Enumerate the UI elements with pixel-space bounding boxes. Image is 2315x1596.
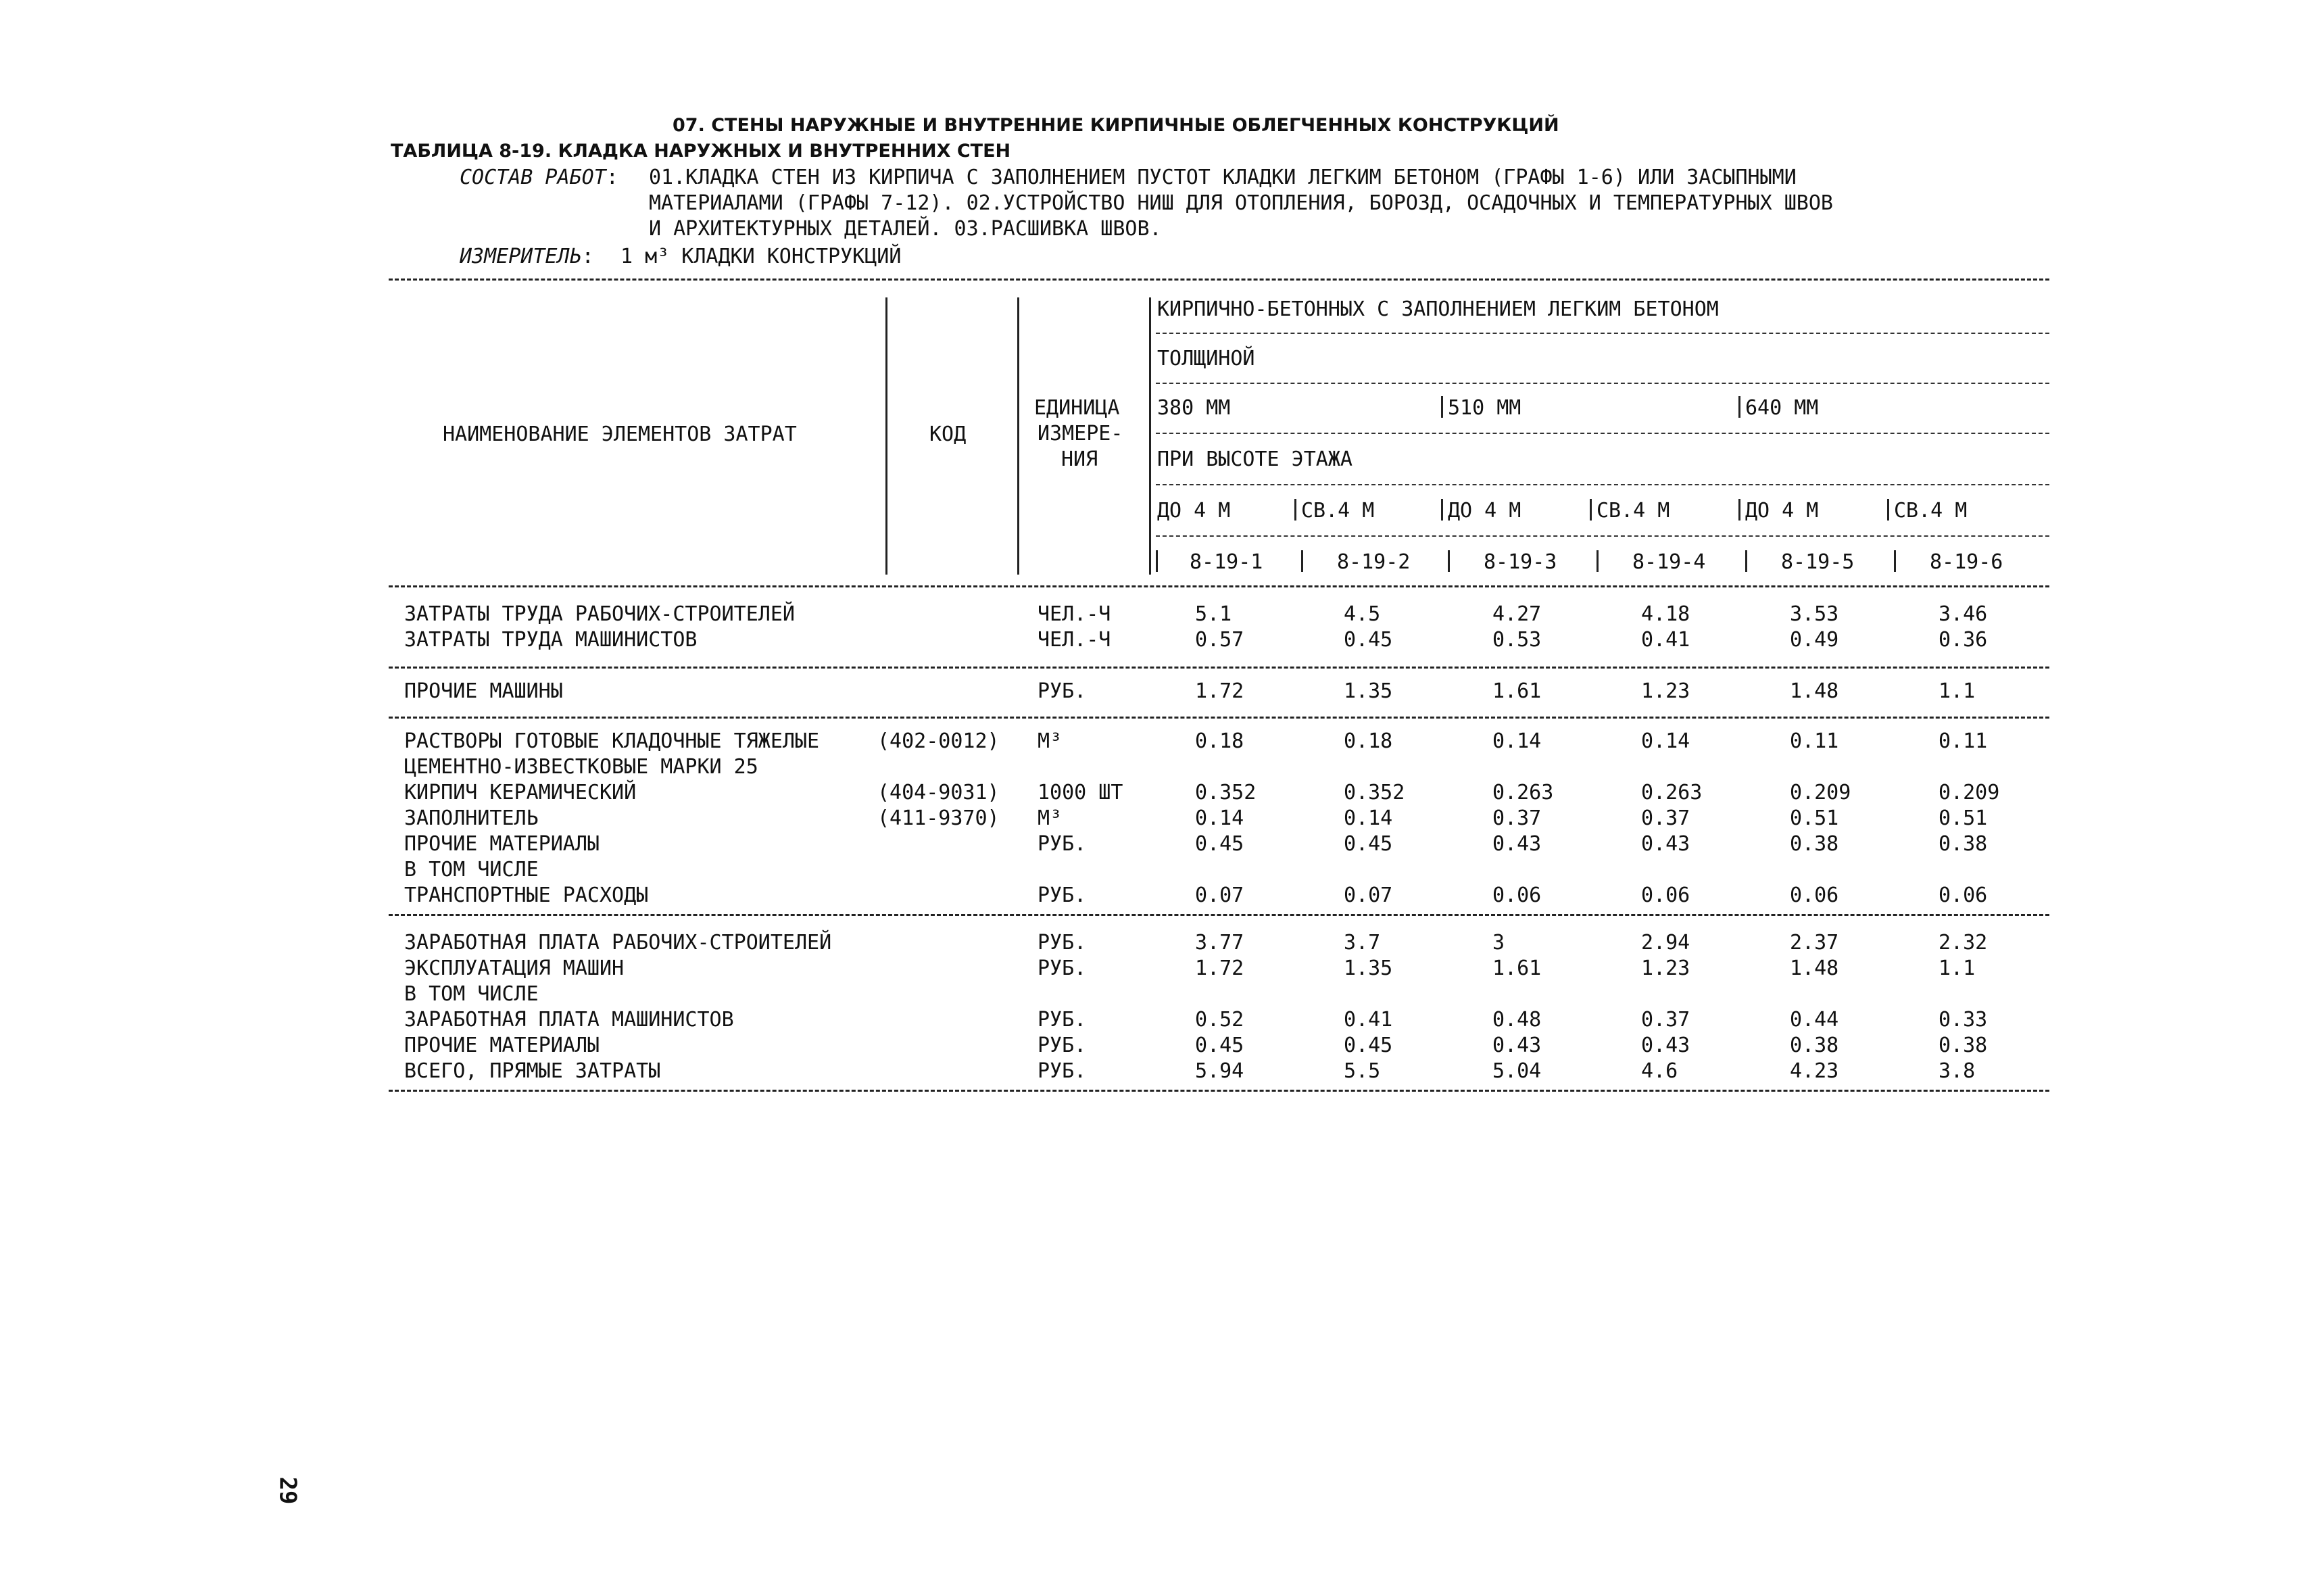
measure-label-wrap — [460, 245, 594, 268]
row-value-col-3: 0.06 — [1492, 884, 1542, 907]
row-value-col-2: 0.14 — [1344, 806, 1393, 830]
code-divider-0 — [1156, 550, 1158, 572]
row-value-col-4: 0.37 — [1641, 1008, 1690, 1032]
row-value-col-4: 0.263 — [1641, 781, 1703, 804]
table-row — [0, 602, 2315, 628]
code-divider-3 — [1597, 550, 1599, 572]
column-code-3: 8-19-3 — [1484, 550, 1557, 574]
table-row — [0, 806, 2315, 832]
table-row — [0, 1059, 2315, 1085]
row-unit: ЧЕЛ.-Ч — [1038, 602, 1111, 626]
row-value-col-6: 1.1 — [1939, 957, 1976, 980]
table-row — [0, 982, 2315, 1008]
row-value-col-5: 2.37 — [1790, 931, 1839, 954]
row-value-col-1: 0.45 — [1195, 832, 1244, 856]
row-value-col-2: 0.18 — [1344, 729, 1393, 753]
row-value-col-4: 4.18 — [1641, 602, 1690, 626]
row-unit: РУБ. — [1038, 1059, 1087, 1083]
composition-line-2: МАТЕРИАЛАМИ (ГРАФЫ 7-12). 02.УСТРОЙСТВО НИШ ДЛЯ ОТОПЛЕНИЯ, БОРОЗД, ОСАДОЧНЫХ И ТЕМПЕРАТУРНЫХ ШВОВ — [649, 191, 1833, 215]
code-divider-1 — [1301, 550, 1303, 572]
name-col-header: НАИМЕНОВАНИЕ ЭЛЕМЕНТОВ ЗАТРАТ — [443, 422, 797, 446]
table-title: ТАБЛИЦА 8-19. КЛАДКА НАРУЖНЫХ И ВНУТРЕННИХ СТЕН — [391, 141, 1011, 162]
row-value-col-6: 0.06 — [1939, 884, 1988, 907]
row-name: ПРОЧИЕ МАШИНЫ — [404, 679, 563, 703]
code-divider-4 — [1745, 550, 1747, 572]
column-code-2: 8-19-2 — [1337, 550, 1411, 574]
row-value-col-1: 0.45 — [1195, 1034, 1244, 1057]
table-row — [0, 1034, 2315, 1059]
thickness-divider-1 — [1441, 396, 1443, 418]
row-value-col-2: 1.35 — [1344, 679, 1393, 703]
row-name: РАСТВОРЫ ГОТОВЫЕ КЛАДОЧНЫЕ ТЯЖЕЛЫЕ — [404, 729, 820, 753]
row-unit: 1000 ШТ — [1038, 781, 1123, 804]
row-value-col-4: 0.43 — [1641, 1034, 1690, 1057]
heights-rule — [1156, 535, 2049, 537]
column-code-4: 8-19-4 — [1632, 550, 1706, 574]
height-3: ДО 4 М — [1448, 499, 1521, 523]
unit-col-header-2: ИЗМЕРЕ- — [1038, 422, 1123, 445]
row-value-col-5: 4.23 — [1790, 1059, 1839, 1083]
row-value-col-4: 1.23 — [1641, 957, 1690, 980]
row-value-col-6: 0.38 — [1939, 832, 1988, 856]
row-name: ЗАТРАТЫ ТРУДА РАБОЧИХ-СТРОИТЕЛЕЙ — [404, 602, 795, 626]
table-row — [0, 679, 2315, 705]
row-code: (402-0012) — [877, 729, 1000, 753]
row-name: ТРАНСПОРТНЫЕ РАСХОДЫ — [404, 884, 649, 907]
row-value-col-6: 1.1 — [1939, 679, 1976, 703]
height-label: ПРИ ВЫСОТЕ ЭТАЖА — [1157, 448, 1353, 471]
row-value-col-5: 0.38 — [1790, 1034, 1839, 1057]
row-value-col-5: 3.53 — [1790, 602, 1839, 626]
row-name: В ТОМ ЧИСЛЕ — [404, 858, 539, 881]
row-value-col-3: 5.04 — [1492, 1059, 1542, 1083]
row-value-col-5: 0.44 — [1790, 1008, 1839, 1032]
row-value-col-2: 4.5 — [1344, 602, 1381, 626]
code-divider-5 — [1894, 550, 1896, 572]
row-value-col-4: 1.23 — [1641, 679, 1690, 703]
row-unit: РУБ. — [1038, 832, 1087, 856]
row-unit: РУБ. — [1038, 884, 1087, 907]
table-row — [0, 957, 2315, 982]
height-divider-5 — [1887, 499, 1889, 521]
row-value-col-3: 1.61 — [1492, 957, 1542, 980]
row-value-col-5: 0.06 — [1790, 884, 1839, 907]
table-row — [0, 1008, 2315, 1034]
row-value-col-1: 0.52 — [1195, 1008, 1244, 1032]
group-rule-2 — [389, 717, 2049, 719]
column-code-1: 8-19-1 — [1190, 550, 1263, 574]
row-value-col-6: 2.32 — [1939, 931, 1988, 954]
measure-value: 1 м³ КЛАДКИ КОНСТРУКЦИЙ — [620, 245, 902, 268]
row-unit: ЧЕЛ.-Ч — [1038, 628, 1111, 652]
composition-line-3: И АРХИТЕКТУРНЫХ ДЕТАЛЕЙ. 03.РАСШИВКА ШВОВ. — [649, 217, 1162, 241]
unit-col-header-3: НИЯ — [1061, 448, 1098, 471]
row-value-col-2: 0.41 — [1344, 1008, 1393, 1032]
row-unit: РУБ. — [1038, 957, 1087, 980]
row-value-col-3: 0.48 — [1492, 1008, 1542, 1032]
height-divider-4 — [1738, 499, 1740, 521]
height-2: СВ.4 М — [1301, 499, 1375, 523]
row-value-col-3: 0.43 — [1492, 832, 1542, 856]
height-5: ДО 4 М — [1745, 499, 1819, 523]
row-name: КИРПИЧ КЕРАМИЧЕСКИЙ — [404, 781, 637, 804]
row-value-col-2: 5.5 — [1344, 1059, 1381, 1083]
table-bottom-rule — [389, 1090, 2049, 1092]
row-value-col-4: 0.37 — [1641, 806, 1690, 830]
thickness-510: 510 ММ — [1448, 396, 1521, 420]
header-bottom-rule — [389, 585, 2049, 587]
column-code-5: 8-19-5 — [1781, 550, 1855, 574]
colon: : — [581, 245, 594, 268]
row-name: ВСЕГО, ПРЯМЫЕ ЗАТРАТЫ — [404, 1059, 661, 1083]
row-unit: РУБ. — [1038, 1034, 1087, 1057]
row-name: ПРОЧИЕ МАТЕРИАЛЫ — [404, 1034, 600, 1057]
group-header: КИРПИЧНО-БЕТОННЫХ С ЗАПОЛНЕНИЕМ ЛЕГКИМ БЕТОНОМ — [1157, 297, 1719, 321]
row-value-col-4: 2.94 — [1641, 931, 1690, 954]
thickness-640: 640 ММ — [1745, 396, 1819, 420]
row-value-col-2: 1.35 — [1344, 957, 1393, 980]
height-divider-2 — [1441, 499, 1443, 521]
code-divider-2 — [1448, 550, 1450, 572]
table-row — [0, 884, 2315, 909]
group-rule-1 — [389, 667, 2049, 669]
row-value-col-3: 0.14 — [1492, 729, 1542, 753]
code-col-header: КОД — [929, 422, 967, 446]
row-value-col-5: 1.48 — [1790, 957, 1839, 980]
col-divider-code — [1017, 297, 1019, 575]
thickness-rule — [1156, 383, 2049, 384]
row-value-col-6: 0.36 — [1939, 628, 1988, 652]
row-value-col-1: 3.77 — [1195, 931, 1244, 954]
thickness-divider-2 — [1738, 396, 1740, 418]
row-value-col-1: 0.352 — [1195, 781, 1257, 804]
row-value-col-5: 0.49 — [1790, 628, 1839, 652]
table-row — [0, 755, 2315, 781]
row-value-col-2: 3.7 — [1344, 931, 1381, 954]
row-value-col-5: 0.11 — [1790, 729, 1839, 753]
row-value-col-1: 1.72 — [1195, 679, 1244, 703]
row-value-col-5: 0.51 — [1790, 806, 1839, 830]
row-value-col-3: 3 — [1492, 931, 1505, 954]
row-name: ПРОЧИЕ МАТЕРИАЛЫ — [404, 832, 600, 856]
row-value-col-2: 0.45 — [1344, 832, 1393, 856]
row-value-col-6: 0.11 — [1939, 729, 1988, 753]
group-rule — [1156, 333, 2049, 334]
composition-label: СОСТАВ РАБОТ — [460, 166, 606, 189]
row-value-col-5: 1.48 — [1790, 679, 1839, 703]
row-value-col-1: 5.94 — [1195, 1059, 1244, 1083]
row-value-col-1: 0.18 — [1195, 729, 1244, 753]
row-value-col-3: 4.27 — [1492, 602, 1542, 626]
height-1: ДО 4 М — [1157, 499, 1231, 523]
height-4: СВ.4 М — [1597, 499, 1670, 523]
row-value-col-4: 0.06 — [1641, 884, 1690, 907]
row-unit: М³ — [1038, 729, 1063, 753]
table-row — [0, 832, 2315, 858]
row-value-col-1: 1.72 — [1195, 957, 1244, 980]
row-value-col-5: 0.209 — [1790, 781, 1851, 804]
height-rule — [1156, 484, 2049, 485]
height-6: СВ.4 М — [1894, 499, 1968, 523]
table-row — [0, 931, 2315, 957]
table-top-rule — [389, 279, 2049, 281]
row-value-col-1: 0.07 — [1195, 884, 1244, 907]
row-value-col-6: 3.46 — [1939, 602, 1988, 626]
row-name: ЗАПОЛНИТЕЛЬ — [404, 806, 539, 830]
row-unit: РУБ. — [1038, 1008, 1087, 1032]
row-value-col-4: 0.43 — [1641, 832, 1690, 856]
thickness-380: 380 ММ — [1157, 396, 1231, 420]
row-name: В ТОМ ЧИСЛЕ — [404, 982, 539, 1006]
column-code-6: 8-19-6 — [1930, 550, 2003, 574]
row-unit: М³ — [1038, 806, 1063, 830]
row-value-col-3: 0.43 — [1492, 1034, 1542, 1057]
colon: : — [606, 166, 618, 189]
row-value-col-6: 0.38 — [1939, 1034, 1988, 1057]
row-value-col-3: 0.263 — [1492, 781, 1554, 804]
row-value-col-6: 3.8 — [1939, 1059, 1976, 1083]
table-row — [0, 729, 2315, 755]
row-unit: РУБ. — [1038, 679, 1087, 703]
row-value-col-2: 0.45 — [1344, 1034, 1393, 1057]
col-divider-name — [885, 297, 887, 575]
row-value-col-2: 0.07 — [1344, 884, 1393, 907]
page-number: 29 — [274, 1476, 301, 1505]
section-title: 07. СТЕНЫ НАРУЖНЫЕ И ВНУТРЕННИЕ КИРПИЧНЫЕ ОБЛЕГЧЕННЫХ КОНСТРУКЦИЙ — [673, 115, 1559, 136]
row-value-col-6: 0.209 — [1939, 781, 2000, 804]
row-name: ЭКСПЛУАТАЦИЯ МАШИН — [404, 957, 625, 980]
row-name: ЗАТРАТЫ ТРУДА МАШИНИСТОВ — [404, 628, 698, 652]
table-row — [0, 858, 2315, 884]
row-name: ЗАРАБОТНАЯ ПЛАТА МАШИНИСТОВ — [404, 1008, 734, 1032]
row-value-col-3: 1.61 — [1492, 679, 1542, 703]
row-value-col-4: 0.14 — [1641, 729, 1690, 753]
height-divider-3 — [1590, 499, 1592, 521]
row-value-col-4: 0.41 — [1641, 628, 1690, 652]
row-unit: РУБ. — [1038, 931, 1087, 954]
table-row — [0, 628, 2315, 654]
row-value-col-6: 0.33 — [1939, 1008, 1988, 1032]
row-value-col-3: 0.37 — [1492, 806, 1542, 830]
row-value-col-5: 0.38 — [1790, 832, 1839, 856]
row-name: ЗАРАБОТНАЯ ПЛАТА РАБОЧИХ-СТРОИТЕЛЕЙ — [404, 931, 832, 954]
composition-label-wrap — [460, 166, 618, 189]
row-value-col-4: 4.6 — [1641, 1059, 1678, 1083]
row-value-col-1: 0.14 — [1195, 806, 1244, 830]
row-value-col-2: 0.352 — [1344, 781, 1405, 804]
measure-label: ИЗМЕРИТЕЛЬ — [460, 245, 582, 268]
unit-col-header-1: ЕДИНИЦА — [1034, 396, 1120, 420]
row-name: ЦЕМЕНТНО-ИЗВЕСТКОВЫЕ МАРКИ 25 — [404, 755, 758, 779]
row-value-col-6: 0.51 — [1939, 806, 1988, 830]
row-value-col-3: 0.53 — [1492, 628, 1542, 652]
thickness-values-rule — [1156, 433, 2049, 434]
row-value-col-1: 5.1 — [1195, 602, 1232, 626]
thickness-label: ТОЛЩИНОЙ — [1157, 347, 1255, 370]
composition-line-1: 01.КЛАДКА СТЕН ИЗ КИРПИЧА С ЗАПОЛНЕНИЕМ ПУСТОТ КЛАДКИ ЛЕГКИМ БЕТОНОМ (ГРАФЫ 1-6) ИЛИ ЗАСЫПНЫМИ — [649, 166, 1797, 189]
row-code: (404-9031) — [877, 781, 1000, 804]
group-rule-3 — [389, 914, 2049, 916]
table-row — [0, 781, 2315, 806]
row-value-col-2: 0.45 — [1344, 628, 1393, 652]
height-divider-1 — [1294, 499, 1296, 521]
col-divider-unit — [1149, 297, 1151, 575]
row-value-col-1: 0.57 — [1195, 628, 1244, 652]
row-code: (411-9370) — [877, 806, 1000, 830]
